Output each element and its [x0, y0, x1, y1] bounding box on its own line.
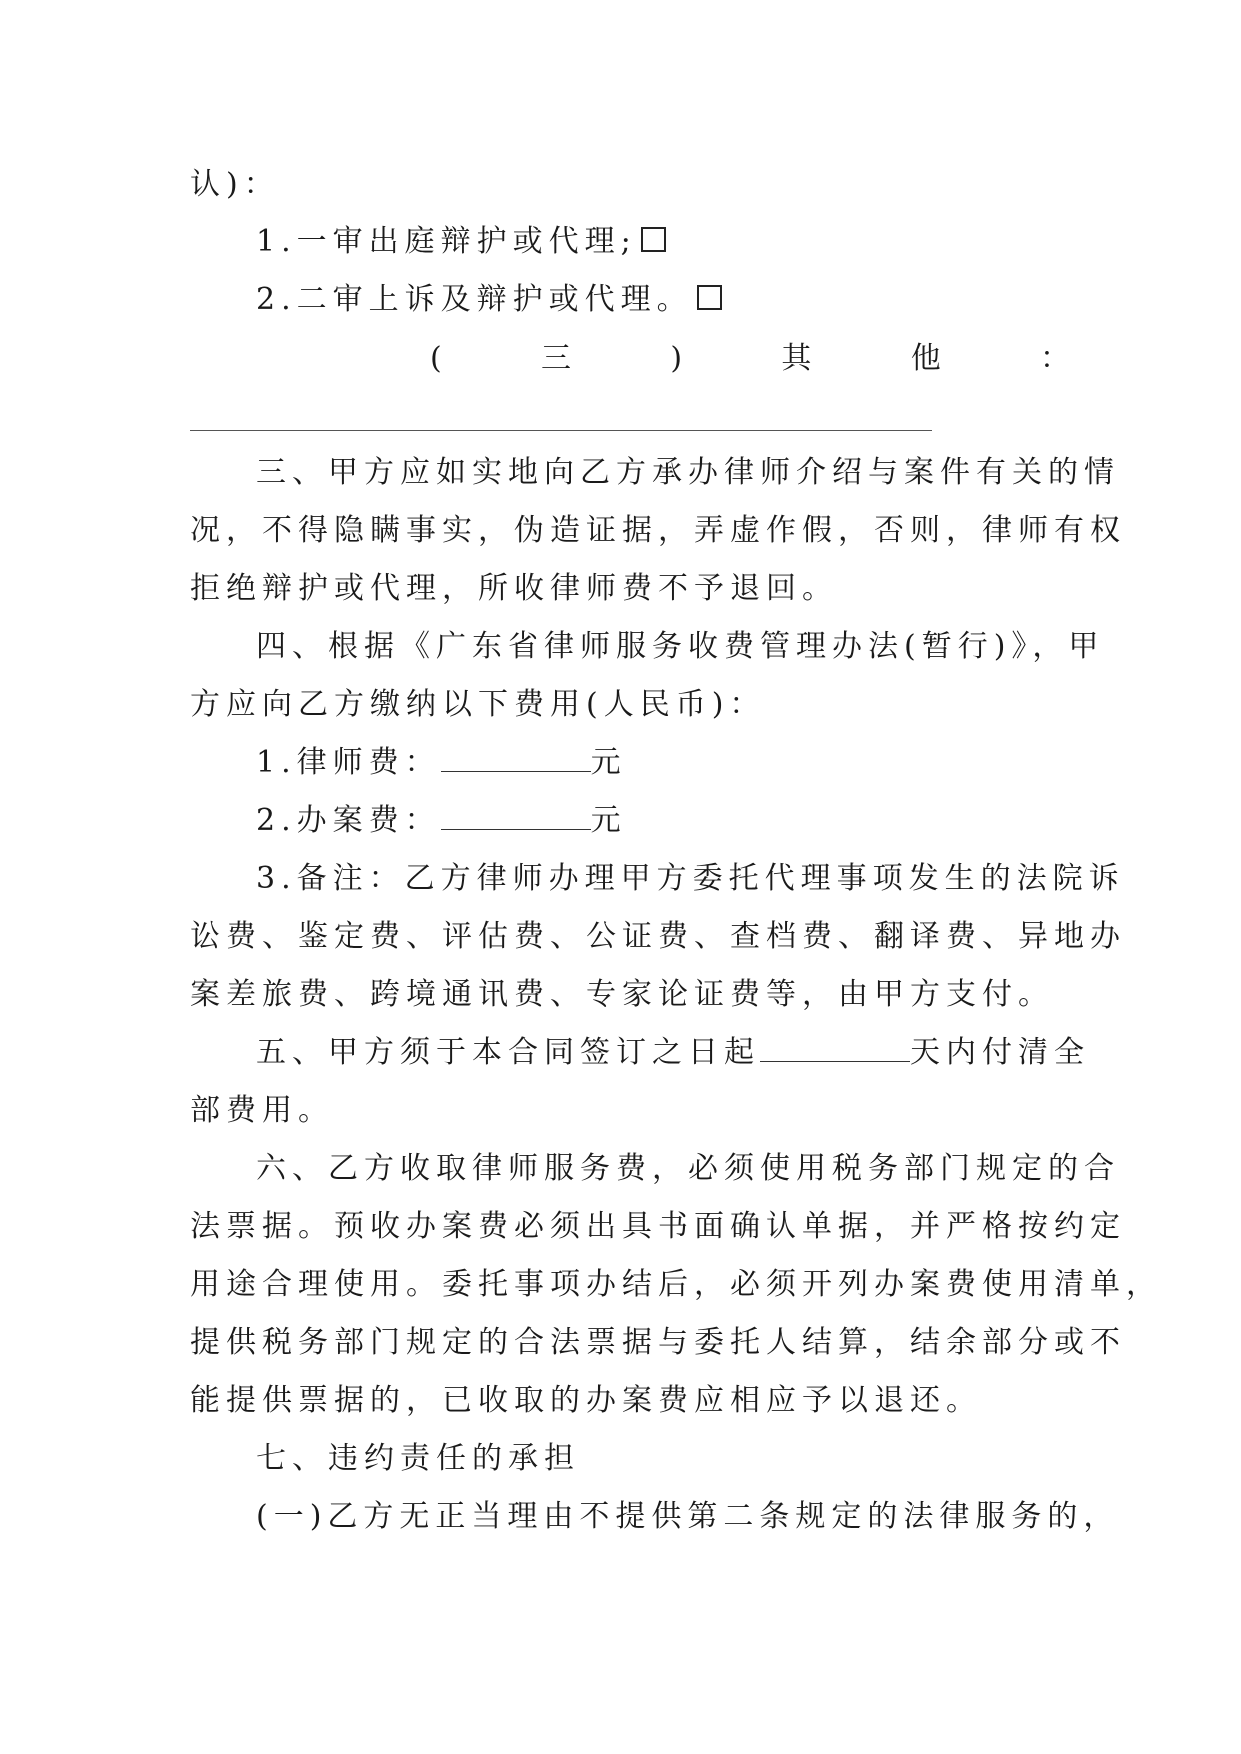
checkbox[interactable]: [641, 227, 666, 252]
text-line: 部费用。: [190, 1093, 334, 1128]
text-line: 况，不得隐瞒事实，伪造证据，弄虚作假，否则，律师有权: [190, 513, 1126, 548]
text-line: 拒绝辩护或代理，所收律师费不予退回。: [190, 571, 838, 606]
lawyer-fee-blank[interactable]: [441, 743, 591, 772]
text-line: 案差旅费、跨境通讯费、专家论证费等，由甲方支付。: [190, 977, 1054, 1012]
days-blank[interactable]: [760, 1033, 910, 1062]
text-line: 能提供票据的，已收取的办案费应相应予以退还。: [190, 1383, 982, 1418]
text-line: 3.备注：乙方律师办理甲方委托代理事项发生的法院诉: [256, 861, 1125, 896]
fill-in-underline[interactable]: [190, 430, 932, 431]
text-line: 六、乙方收取律师服务费，必须使用税务部门规定的合: [256, 1151, 1120, 1186]
text-line: 用途合理使用。委托事项办结后，必须开列办案费使用清单，: [190, 1267, 1162, 1302]
text-line: 法票据。预收办案费必须出具书面确认单据，并严格按约定: [190, 1209, 1126, 1244]
text-segment: 天内付清全: [910, 1035, 1090, 1070]
heading-char: ): [670, 341, 683, 376]
checkbox[interactable]: [697, 285, 722, 310]
text-line: 方应向乙方缴纳以下费用(人民币)：: [190, 687, 766, 722]
lawyer-fee-line: [256, 743, 1076, 783]
field-label: 2.办案费：: [256, 803, 441, 838]
unit-label: 元: [590, 803, 627, 838]
case-fee-blank[interactable]: [441, 801, 591, 830]
text-line: 四、根据《广东省律师服务收费管理办法(暂行)》，甲: [256, 629, 1105, 664]
text-line: 提供税务部门规定的合法票据与委托人结算，结余部分或不: [190, 1325, 1126, 1360]
text-line: 讼费、鉴定费、评估费、公证费、查档费、翻译费、异地办: [190, 919, 1126, 954]
heading-char: 其: [781, 341, 812, 376]
heading-char: (: [430, 341, 442, 376]
heading-char: 三: [541, 341, 572, 376]
option-label: 1.一审出庭辩护或代理;: [256, 224, 637, 259]
option-second-instance: [256, 280, 1076, 320]
unit-label: 元: [590, 745, 627, 780]
text-line: 三、甲方应如实地向乙方承办律师介绍与案件有关的情: [256, 455, 1120, 490]
option-label: 2.二审上诉及辩护或代理。: [256, 282, 693, 317]
text-segment: 五、甲方须于本合同签订之日起: [256, 1035, 760, 1070]
text-line: (一)乙方无正当理由不提供第二条规定的法律服务的，: [256, 1499, 1120, 1534]
other-heading: [190, 339, 1070, 379]
text-line: 认)：: [190, 167, 280, 202]
heading-char: ：: [1040, 341, 1070, 376]
text-line: 七、违约责任的承担: [256, 1441, 580, 1476]
case-fee-line: [256, 801, 1076, 841]
field-label: 1.律师费：: [256, 745, 441, 780]
heading-char: 他: [910, 341, 941, 376]
payment-term-line: [256, 1033, 1090, 1073]
option-first-instance: [256, 222, 1076, 262]
